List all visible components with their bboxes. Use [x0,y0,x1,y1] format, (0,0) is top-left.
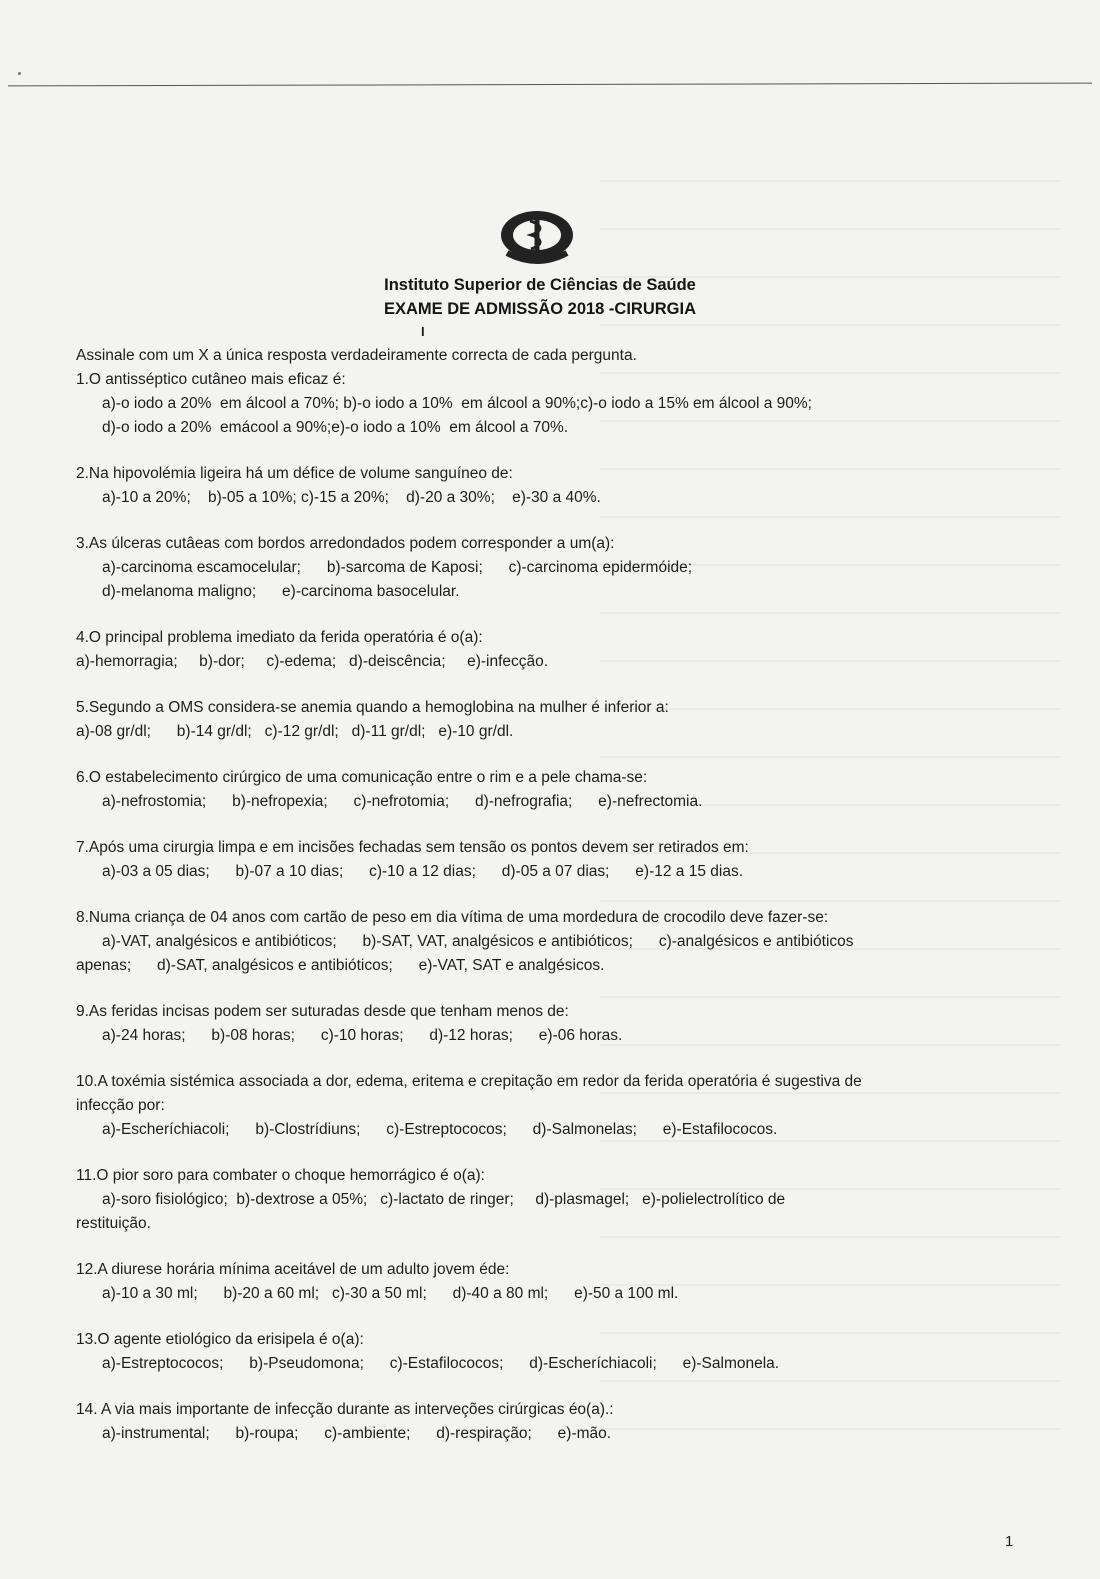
top-rule [8,83,1092,87]
section-marker: I [421,324,425,339]
question-9 [76,1000,1076,1048]
question-text: 8.Numa criança de 04 anos com cartão de peso em dia vítima de uma mordedura de crocodilo deve fazer-se: [76,909,829,926]
question-text: 12.A diurese horária mínima aceitável de um adulto jovem éde: [76,1261,510,1278]
question-text: 11.O pior soro para combater o choque hemorrágico é o(a): [76,1167,485,1184]
question-options: a)-08 gr/dl; b)-14 gr/dl; c)-12 gr/dl; d)-11 gr/dl; e)-10 gr/dl. [76,723,514,740]
question-5 [76,696,1076,744]
question-options: a)-24 horas; b)-08 horas; c)-10 horas; d)-12 horas; e)-06 horas. [102,1027,623,1044]
question-10 [76,1070,1076,1142]
question-text: 5.Segundo a OMS considera-se anemia quando a hemoglobina na mulher é inferior a: [76,699,669,716]
question-options-cont: restituição. [76,1215,151,1232]
question-1 [76,368,1076,440]
question-3 [76,532,1076,604]
exam-header [300,273,780,321]
question-text: 14. A via mais importante de infecção durante as interveções cirúrgicas éo(a).: [76,1401,614,1418]
question-13 [76,1328,1076,1376]
question-options-cont: apenas; d)-SAT, analgésicos e antibióticos; e)-VAT, SAT e analgésicos. [76,957,605,974]
question-options: a)-10 a 30 ml; b)-20 a 60 ml; c)-30 a 50 ml; d)-40 a 80 ml; e)-50 a 100 ml. [102,1285,679,1302]
question-text: 3.As úlceras cutâeas com bordos arredondados podem corresponder a um(a): [76,535,615,552]
instructions: Assinale com um X a única resposta verdadeiramente correcta de cada pergunta. [76,347,637,364]
question-options-cont: d)-melanoma maligno; e)-carcinoma basocelular. [102,583,460,600]
question-text: 6.O estabelecimento cirúrgico de uma comunicação entre o rim e a pele chama-se: [76,769,648,786]
question-options: a)-nefrostomia; b)-nefropexia; c)-nefrotomia; d)-nefrografia; e)-nefrectomia. [102,793,703,810]
question-options: a)-hemorragia; b)-dor; c)-edema; d)-deiscência; e)-infecção. [76,653,549,670]
question-options: a)-soro fisiológico; b)-dextrose a 05%; c)-lactato de ringer; d)-plasmagel; e)-polielectrolítico de [102,1191,786,1208]
question-6 [76,766,1076,814]
question-text: 13.O agente etiológico da erisipela é o(a): [76,1331,364,1348]
question-7 [76,836,1076,884]
question-options: a)-10 a 20%; b)-05 a 10%; c)-15 a 20%; d)-20 a 30%; e)-30 a 40%. [102,489,601,506]
question-text: 4.O principal problema imediato da ferida operatória é o(a): [76,629,483,646]
question-4 [76,626,1076,674]
question-text: 7.Após uma cirurgia limpa e em incisões fechadas sem tensão os pontos devem ser retirados em: [76,839,749,856]
question-options: a)-VAT, analgésicos e antibióticos; b)-SAT, VAT, analgésicos e antibióticos; c)-analgésicos e antibióticos [102,933,854,950]
page-number: 1 [1005,1533,1014,1550]
question-8 [76,906,1076,978]
question-options: a)-03 a 05 dias; b)-07 a 10 dias; c)-10 a 12 dias; d)-05 a 07 dias; e)-12 a 15 dias. [102,863,744,880]
question-text: 10.A toxémia sistémica associada a dor, edema, eritema e crepitação em redor da ferida operatória é sugestiva de [76,1073,862,1090]
question-text: 2.Na hipovolémia ligeira há um défice de volume sanguíneo de: [76,465,513,482]
question-text-cont: infecção por: [76,1097,165,1114]
question-options: a)-o iodo a 20% em álcool a 70%; b)-o iodo a 10% em álcool a 90%;c)-o iodo a 15% em álcool a 90%; [102,395,812,412]
question-text: 9.As feridas incisas podem ser suturadas desde que tenham menos de: [76,1003,569,1020]
exam-title: EXAME DE ADMISSÃO 2018 -CIRURGIA [383,300,697,318]
question-text: 1.O antisséptico cutâneo mais eficaz é: [76,371,346,388]
question-11 [76,1164,1076,1236]
institution-logo-icon [497,205,577,267]
question-options: a)-Estreptococos; b)-Pseudomona; c)-Estafilococos; d)-Escheríchiacoli; e)-Salmonela. [102,1355,780,1372]
question-options: a)-carcinoma escamocelular; b)-sarcoma de Kaposi; c)-carcinoma epidermóide; [102,559,693,576]
question-2 [76,462,1076,510]
question-14 [76,1398,1076,1446]
scan-speck [18,72,21,75]
question-options: a)-Escheríchiacoli; b)-Clostrídiuns; c)-Estreptococos; d)-Salmonelas; e)-Estafilococos. [102,1121,778,1138]
exam-content [76,344,1076,1468]
question-options-cont: d)-o iodo a 20% emácool a 90%;e)-o iodo a 10% em álcool a 70%. [102,419,569,436]
question-options: a)-instrumental; b)-roupa; c)-ambiente; d)-respiração; e)-mão. [102,1425,612,1442]
question-12 [76,1258,1076,1306]
institution-name: Instituto Superior de Ciências de Saúde [384,276,696,294]
